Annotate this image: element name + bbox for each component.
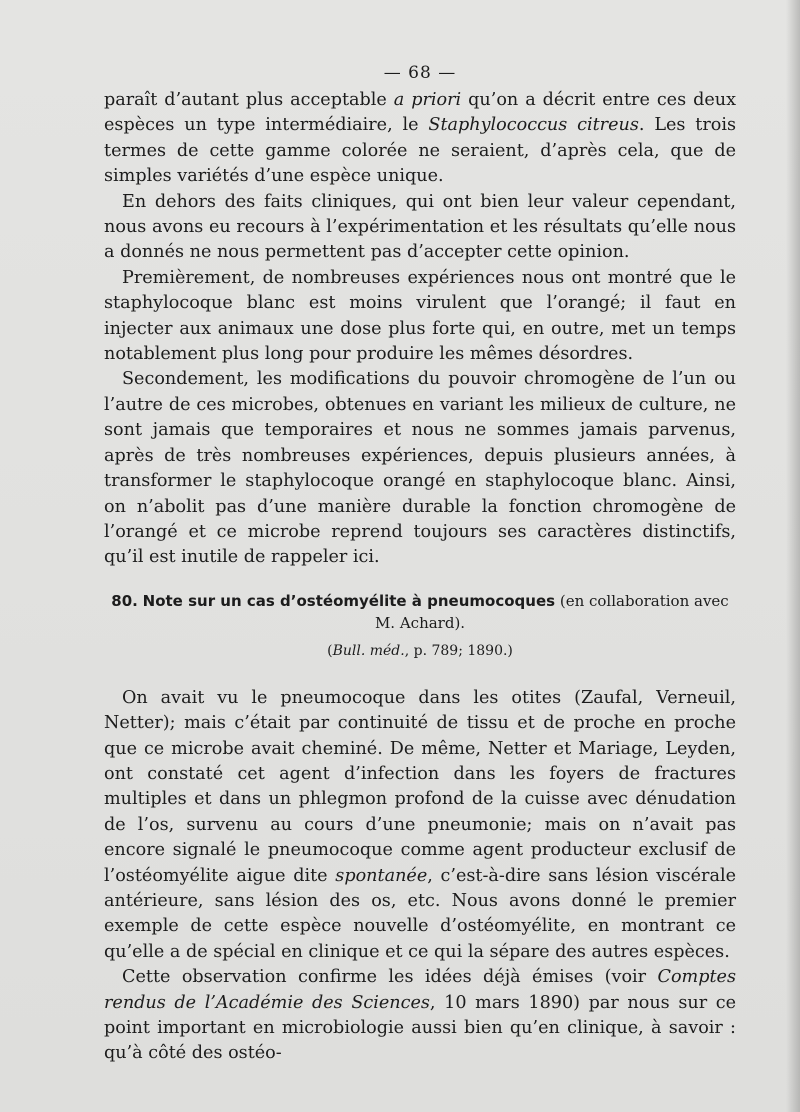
paragraph-text: qu’on a décrit entre ces deux espèces un type intermédiaire, le: [104, 90, 736, 136]
text-column: [104, 88, 736, 1067]
reference-journal: Bull. méd.: [332, 642, 405, 659]
section-title: Note sur un cas d’ostéomyélite à pneumocoques: [142, 591, 556, 610]
section-number: 80.: [111, 591, 138, 610]
paragraph-text: On avait vu le pneumocoque dans les otites (Zaufal, Verneuil, Netter); mais c’était par continuité de tissu et de proche en proche que ce microbe avait cheminé. De même, Netter et Mariage, Leyden, ont constaté cet agent d’infection dans les foyers de fractures multiples et dans un phlegmon profond de la cuisse avec dénudation de l’os, survenu au cours d’une pneumonie; mais on n’avait pas encore signalé le pneumocoque comme agent producteur exclusif de l’ostéomyélite aigue dite: [104, 687, 736, 886]
paragraph: En dehors des faits cliniques, qui ont bien leur valeur cependant, nous avons eu recours à l’expérimentation et les résultats qu’elle nous a donnés ne nous permettent pas d’accepter cette opinion.: [104, 191, 736, 263]
italic-citation: Comptes rendus de l’Académie des Sciences: [104, 967, 736, 1013]
bibliographic-reference: [104, 640, 736, 662]
paragraph: [104, 686, 736, 965]
reference-details: , p. 789; 1890.): [404, 642, 513, 659]
reference-open: (: [327, 642, 333, 659]
paragraph: Premièrement, de nombreuses expériences nous ont montré que le staphylocoque blanc est moins virulent que l’orangé; il faut en injecter aux animaux une dose plus forte qui, en outre, met un temps notablement plus long pour produire les mêmes désordres.: [104, 267, 736, 365]
italic-term: spontanée: [335, 865, 428, 886]
paragraph-continuation: [104, 88, 736, 190]
section-collaboration: (en collaboration avec M. Achard).: [374, 591, 729, 632]
paragraph-text: , c’est-à-dire sans lésion viscérale antérieure, sans lésion des os, etc. Nous avons donné le premier exemple de cette espèce nouvelle d’ostéomyélite, en montrant ce qu’elle a de spécial en clinique et ce qui la sépare des autres espèces.: [104, 865, 736, 962]
paragraph-text: , 10 mars 1890) par nous sur ce point important en microbiologie aussi bien qu’en clinique, à savoir : qu’à côté des ostéo-: [104, 992, 737, 1064]
italic-phrase: a priori: [393, 90, 462, 110]
paragraph-text: Cette observation confirme les idées déjà émises (voir: [122, 967, 658, 988]
paragraph-text: paraît d’autant plus acceptable: [104, 90, 394, 110]
page-number: — 68 —: [383, 63, 457, 83]
italic-species-name: Staphylococcus citreus: [428, 115, 639, 136]
paragraph: [104, 965, 736, 1067]
section-heading: [104, 590, 736, 634]
paragraph: Secondement, les modifications du pouvoir chromogène de l’un ou l’autre de ces microbes, obtenues en variant les milieux de culture, ne sont jamais que temporaires et nous ne sommes jamais parvenus, après de très nombreuses expériences, depuis plusieurs années, à transformer le staphylocoque orangé en staphylocoque blanc. Ainsi, on n’abolit pas d’une manière durable la fonction chromogène de l’orangé et ce microbe reprend toujours ses caractères distinctifs, qu’il est inutile de rappeler ici.: [104, 369, 736, 568]
paragraph-text: . Les trois termes de cette gamme colorée ne seraient, d’après cela, que de simples variétés d’une espèce unique.: [104, 115, 737, 187]
